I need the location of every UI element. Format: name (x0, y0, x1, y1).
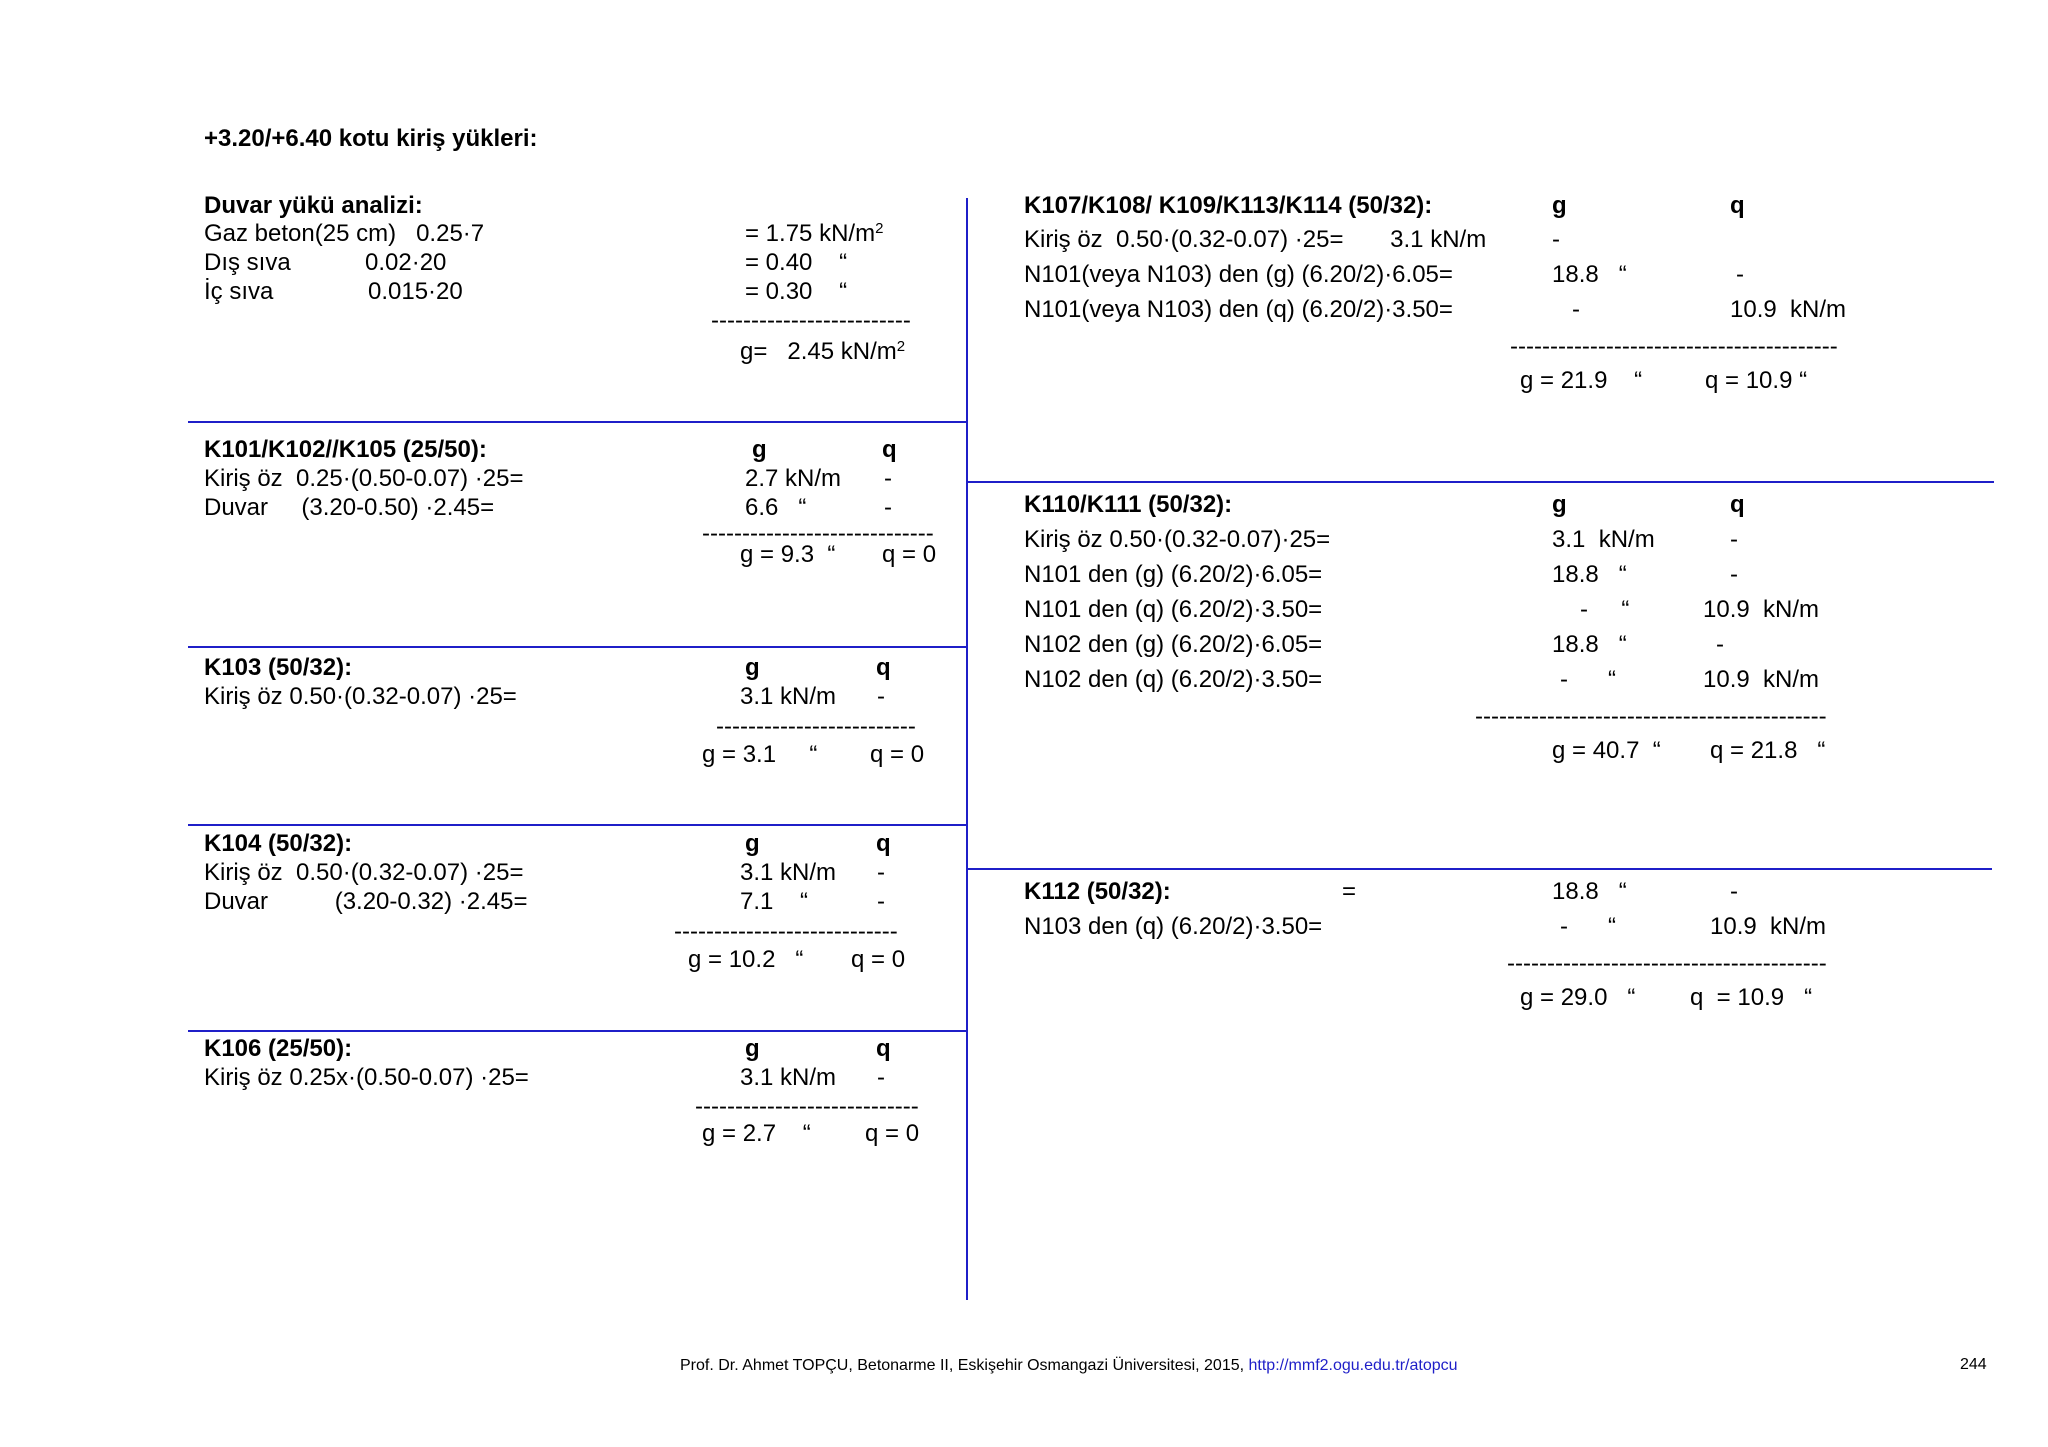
row-label: N101 den (g) (6.20/2)·6.05= (1024, 561, 1323, 588)
row-label: İç sıva (204, 278, 274, 305)
row-g: - “ (1560, 913, 1616, 940)
total-q: q = 21.8 “ (1710, 737, 1826, 764)
footer-citation (680, 1356, 1458, 1376)
separator: ----------------------------- (702, 520, 934, 547)
row-q: 10.9 kN/m (1703, 666, 1820, 693)
row-g: - (1572, 296, 1580, 323)
row-g: 2.7 kN/m (745, 465, 842, 492)
divider-k112 (967, 868, 1992, 870)
total-q: q = 0 (851, 946, 906, 973)
header-g: g (745, 830, 760, 857)
row-q: - (884, 465, 892, 492)
total-g: g = 10.2 “ (688, 946, 804, 973)
section-title: K103 (50/32): (204, 654, 353, 681)
row-label: Kiriş öz 0.25x·(0.50-0.07) ·25= (204, 1064, 529, 1091)
total-g: g = 21.9 “ (1520, 367, 1643, 394)
total-g: g = 9.3 “ (740, 541, 836, 568)
section-title: Duvar yükü analizi: (204, 192, 423, 219)
row-g: 18.8 “ (1552, 561, 1627, 588)
row-q: - (1730, 526, 1738, 553)
total-g: g = 2.7 “ (702, 1120, 811, 1147)
divider-k104 (188, 824, 967, 826)
row-label: Dış sıva (204, 249, 291, 276)
row-label: N101 den (q) (6.20/2)·3.50= (1024, 596, 1323, 623)
header-q: q (1730, 192, 1745, 219)
row-expr: 0.02·20 (365, 249, 447, 276)
separator: -------------------------------------------- (1475, 703, 1827, 730)
row-label: N103 den (q) (6.20/2)·3.50= (1024, 913, 1323, 940)
header-g: g (1552, 192, 1567, 219)
footer-text: Prof. Dr. Ahmet TOPÇU, Betonarme II, Eskişehir Osmangazi Üniversitesi, 2015, (680, 1357, 1249, 1374)
section-title: K112 (50/32): (1024, 878, 1171, 905)
header-q: q (876, 654, 891, 681)
row-q: - (1736, 261, 1744, 288)
separator: ---------------------------- (674, 918, 898, 945)
total-g: g = 3.1 “ (702, 741, 818, 768)
row-g: 3.1 kN/m (1552, 526, 1655, 553)
row-g: - “ (1580, 596, 1630, 623)
separator: ------------------------- (716, 713, 916, 740)
section-title: K107/K108/ K109/K113/K114 (50/32): (1024, 192, 1433, 219)
row-g: 6.6 “ (745, 494, 807, 521)
row-q: 10.9 kN/m (1710, 913, 1827, 940)
row-q: - (877, 859, 885, 886)
divider-k103 (188, 646, 967, 648)
row-g: 3.1 kN/m (740, 859, 837, 886)
row-label: N101(veya N103) den (q) (6.20/2)·3.50= (1024, 296, 1453, 323)
section-title: K106 (25/50): (204, 1035, 353, 1062)
divider-k106 (188, 1030, 967, 1032)
header-g: g (745, 654, 760, 681)
footer-link[interactable]: http://mmf2.ogu.edu.tr/atopcu (1248, 1357, 1458, 1374)
equals-sign: = (1342, 878, 1357, 905)
row-q: - (884, 494, 892, 521)
page-title: +3.20/+6.40 kotu kiriş yükleri: (204, 125, 538, 152)
row-g: - (1552, 226, 1560, 253)
page-number: 244 (1960, 1356, 1987, 1373)
row-label: N101(veya N103) den (g) (6.20/2)·6.05= (1024, 261, 1453, 288)
row-label: N102 den (q) (6.20/2)·3.50= (1024, 666, 1323, 693)
row-label: N102 den (g) (6.20/2)·6.05= (1024, 631, 1323, 658)
row-label: Duvar (3.20-0.32) ·2.45= (204, 888, 528, 915)
row-value: = 0.40 “ (745, 249, 848, 276)
section-title: K110/K111 (50/32): (1024, 491, 1233, 518)
row-value: = 0.30 “ (745, 278, 848, 305)
divider-k110 (967, 481, 1994, 483)
row-g: 18.8 “ (1552, 261, 1627, 288)
row-g: 18.8 “ (1552, 878, 1627, 905)
row-q: - (1730, 561, 1738, 588)
row-g: 7.1 “ (740, 888, 809, 915)
row-q: - (1730, 878, 1738, 905)
header-q: q (876, 830, 891, 857)
row-label: Duvar (3.20-0.50) ·2.45= (204, 494, 495, 521)
row-label: Kiriş öz 0.50·(0.32-0.07) ·25= 3.1 kN/m (1024, 226, 1487, 253)
row-g: 18.8 “ (1552, 631, 1627, 658)
header-g: g (1552, 491, 1567, 518)
row-label: Gaz beton(25 cm) 0.25·7 (204, 220, 485, 247)
row-q: - (877, 683, 885, 710)
header-q: q (1730, 491, 1745, 518)
total-q: q = 10.9 “ (1690, 984, 1813, 1011)
total-g: g = 40.7 “ (1552, 737, 1661, 764)
header-q: q (876, 1035, 891, 1062)
total-g: g = 29.0 “ (1520, 984, 1636, 1011)
row-q: - (1716, 631, 1724, 658)
total: g= 2.45 $kN/m^2$ (740, 338, 906, 365)
row-g: - “ (1560, 666, 1616, 693)
header-g: g (745, 1035, 760, 1062)
total-q: q = 10.9 “ (1705, 367, 1808, 394)
row-label: Kiriş öz 0.50·(0.32-0.07)·25= (1024, 526, 1331, 553)
divider-k101 (188, 421, 967, 423)
separator: ------------------------- (711, 307, 911, 334)
total-q: q = 0 (870, 741, 925, 768)
center-divider (966, 198, 968, 1300)
separator: ---------------------------- (695, 1093, 919, 1120)
row-label: Kiriş öz 0.50·(0.32-0.07) ·25= (204, 683, 517, 710)
row-q: 10.9 kN/m (1703, 596, 1820, 623)
row-label: Kiriş öz 0.25·(0.50-0.07) ·25= (204, 465, 524, 492)
section-title: K104 (50/32): (204, 830, 353, 857)
row-q: - (877, 1064, 885, 1091)
separator: ---------------------------------------- (1507, 950, 1827, 977)
row-q: 10.9 kN/m (1730, 296, 1847, 323)
row-g: 3.1 kN/m (740, 683, 837, 710)
section-title: K101/K102//K105 (25/50): (204, 436, 487, 463)
header-q: q (882, 436, 897, 463)
separator: ----------------------------------------- (1510, 333, 1838, 360)
row-q: - (877, 888, 885, 915)
header-g: g (752, 436, 767, 463)
row-expr: 0.015·20 (368, 278, 463, 305)
total-q: q = 0 (882, 541, 937, 568)
total-q: q = 0 (865, 1120, 920, 1147)
row-label: Kiriş öz 0.50·(0.32-0.07) ·25= (204, 859, 524, 886)
row-value: = 1.75 $kN/m^2$ (745, 220, 884, 247)
row-g: 3.1 kN/m (740, 1064, 837, 1091)
